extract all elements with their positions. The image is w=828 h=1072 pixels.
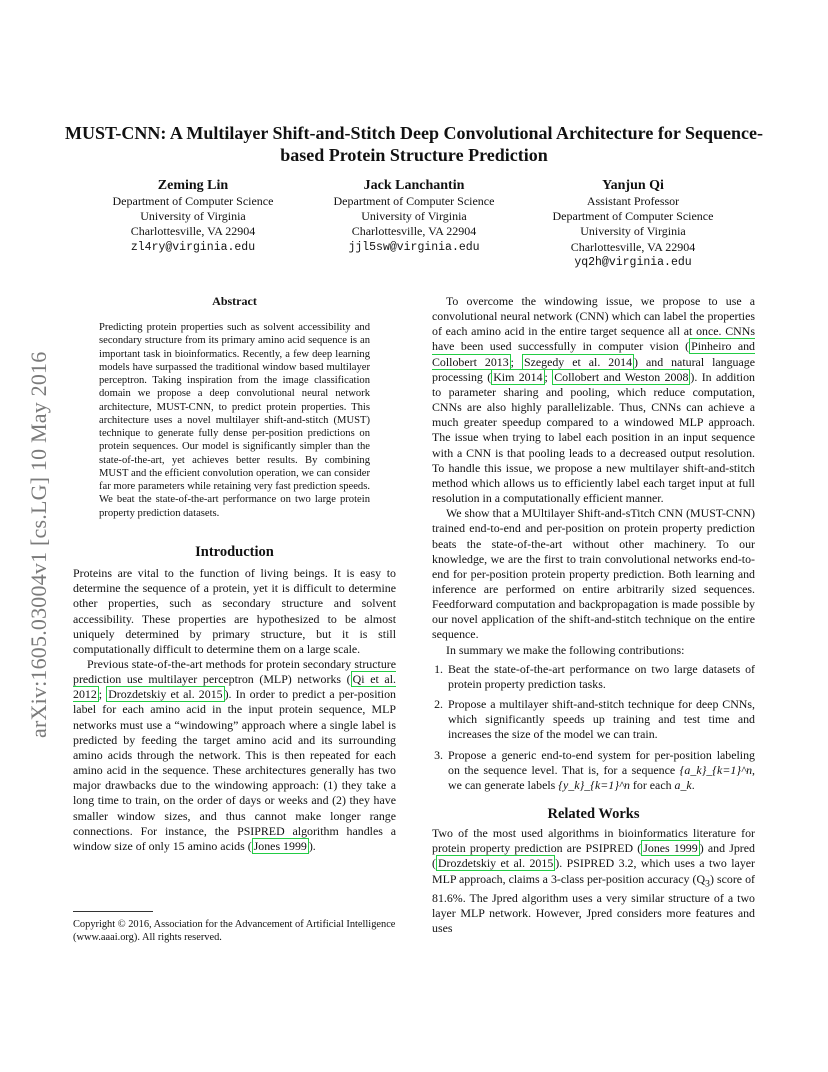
- author-affiliation: Department of Computer Science: [552, 209, 714, 224]
- paper-title: MUST-CNN: A Multilayer Shift-and-Stitch Deep Convolutional Architecture for Sequence-based Protein Structure Prediction: [65, 123, 763, 165]
- arxiv-stamp: arXiv:1605.03004v1 [cs.LG] 10 May 2016: [26, 351, 51, 738]
- left-column: [73, 294, 396, 854]
- author-block-3: [536, 177, 730, 270]
- list-item: 1. Beat the state-of-the-art performance on two large datasets of protein property prediction tasks.: [446, 662, 755, 692]
- footnote-rule: [73, 911, 153, 912]
- math-expression: {y_k}_{k=1}^n: [558, 777, 630, 792]
- citation-link[interactable]: Jones 1999: [253, 838, 307, 853]
- math-expression: {a_k}_{k=1}^n: [679, 762, 753, 777]
- right-column: [432, 294, 755, 937]
- list-item: 2. Propose a multilayer shift-and-stitch technique for deep CNNs, which significantly speeds up training and test time and increases the size of the model we can train.: [446, 697, 755, 742]
- author-affiliation: Charlottesville, VA 22904: [351, 224, 477, 239]
- author-affiliation: Charlottesville, VA 22904: [570, 239, 696, 254]
- intro-paragraph-4: We show that a MUltilayer Shift-and-sTitch CNN (MUST-CNN) trained end-to-end and per-position on protein property prediction beats the state-of-the-art without other machinery. To our knowledge, we are the first to train convolutional networks end-to-end for per-position protein property prediction. Both learning and inference are performed on entire arbitrarily sized sequences. Feedforward computation and backpropagation is made possible by our novel application of the shift-and-stitch technique on the entire sequence.: [432, 506, 755, 642]
- abstract-heading: Abstract: [212, 294, 257, 308]
- subscript: 3: [705, 878, 710, 889]
- citation-link[interactable]: Jones 1999: [643, 841, 698, 856]
- author-block-2: [319, 177, 509, 255]
- author-email[interactable]: jjl5sw@virginia.edu: [348, 240, 480, 254]
- citation-link[interactable]: Qi et al. 2012: [73, 672, 396, 702]
- related-paragraph: Two of the most used algorithms in bioinformatics literature for protein property prediction are PSIPRED ( Jones 1999 ) and Jpred ( Drozdetskiy et al. 2015 ). PSIPRED 3.2, which uses a two layer MLP approach, claims a 3-class per-position accuracy $(Q_3)$ score of 81.6%. The Jpred algorithm uses a very similar structure of a two layer MLP network. However, Jpred considers more features and uses: [432, 826, 756, 936]
- math-expression: a_k: [674, 777, 692, 792]
- author-affiliation: University of Virginia: [580, 224, 686, 239]
- citation-link[interactable]: Drozdetskiy et al. 2015: [108, 687, 223, 702]
- author-name: Zeming Lin: [157, 178, 229, 193]
- author-affiliation: Department of Computer Science: [112, 194, 274, 208]
- abstract-text: Predicting protein properties such as solvent accessibility and secondary structure from its primary amino acid sequence is an important task in bioinformatics. Recently, a few deep learning models have surpassed the traditional window based multilayer perceptron. Taking inspiration from the image classification domain we propose a deep convolutional neural network architecture, MUST-CNN, to predict protein properties. This architecture uses a novel multilayer shift-and-stitch (MUST) technique to generate fully dense per-position predictions on protein sequences. Our model is significantly simpler than the state-of-the-art, yet achieves better results. By combining MUST and the efficient convolution operation, we can consider far more parameters while retaining very fast prediction speeds. We beat the state-of-the-art performance on two large protein property prediction datasets.: [99, 322, 370, 519]
- author-affiliation: Department of Computer Science: [333, 194, 495, 208]
- author-affiliation: Assistant Professor: [586, 194, 680, 208]
- citation-link[interactable]: Collobert and Weston 2008: [554, 369, 689, 384]
- author-email[interactable]: zl4ry@virginia.edu: [130, 240, 256, 254]
- list-item: 3. Propose a generic end-to-end system for per-position labeling on the sequence level. That is, for a sequence {a_k}_{k=1}^n, we can generate labels {y_k}_{k=1}^n for each a_k.: [446, 748, 755, 793]
- author-block-1: [98, 177, 288, 255]
- introduction-heading: Introduction: [195, 543, 274, 560]
- author-affiliation: University of Virginia: [361, 209, 467, 224]
- intro-paragraph-5: In summary we make the following contributions:: [446, 642, 685, 657]
- author-name: Yanjun Qi: [602, 178, 664, 193]
- copyright-text: Copyright © 2016, Association for the Advancement of Artificial Intelligence (www.aaai.org). All rights reserved.: [73, 919, 396, 943]
- citation-link[interactable]: Pinheiro and Collobert 2013: [432, 339, 755, 369]
- intro-paragraph-1: Proteins are vital to the function of living beings. It is easy to determine the sequence of a protein, yet it is difficult to determine other properties, such as secondary structure and solvent accessibility. These properties are hypothesized to be almost uniquely determined by primary structure, but it is still computationally difficult to determine them on a large scale.: [73, 566, 396, 656]
- citation-link[interactable]: Drozdetskiy et al. 2015: [437, 856, 554, 871]
- citation-link[interactable]: Szegedy et al. 2014: [523, 354, 633, 369]
- related-works-heading: Related Works: [547, 806, 640, 822]
- intro-paragraph-2: Previous state-of-the-art methods for protein secondary structure prediction use multilayer perceptron (MLP) networks ( Qi et al. 2012 ; Drozdetskiy et al. 2015 ). In order to predict a per-position label for each amino acid in the input protein sequence, MLP networks must use a “windowing” approach where a single label is predicted by feeding the target amino acid and its surrounding amino acids through the network. This is then repeated for each amino acid in the sequence. These architectures generally has two major drawbacks due to the windowing approach: (1) they take a long time to train, on the order of days or weeks and (2) they have smaller window sizes, and thus cannot make longer range connections. For instance, the PSIPRED algorithm handles a window size of only 15 amino acids ( Jones 1999 ).: [73, 657, 396, 853]
- intro-paragraph-3: To overcome the windowing issue, we propose to use a convolutional neural network (CNN) which can label the properties of each amino acid in the entire target sequence all at once. CNNs have been used successfully in computer vision ( Pinheiro and Collobert 2013 ; Szegedy et al. 2014 ) and natural language processing ( Kim 2014 ; Collobert and Weston 2008 ). In addition to parameter sharing and pooling, which reduce computation, CNNs are also highly parallelizable. Thus, CNNs can achieve a much greater speedup compared to a windowed MLP approach. The issue when trying to label each position in an input sequence with a CNN is that pooling leads to a decreased output resolution. To handle this issue, we propose a new multilayer shift-and-stitch method which allows us to efficiently label each target input at full resolution in a computationally efficient manner.: [432, 294, 755, 506]
- copyright-footnote: [73, 911, 396, 944]
- author-affiliation: University of Virginia: [140, 209, 246, 224]
- citation-link[interactable]: Kim 2014: [493, 369, 543, 384]
- author-name: Jack Lanchantin: [363, 178, 465, 193]
- author-email[interactable]: yq2h@virginia.edu: [574, 255, 692, 269]
- contributions-list: [432, 662, 755, 793]
- author-affiliation: Charlottesville, VA 22904: [130, 224, 256, 239]
